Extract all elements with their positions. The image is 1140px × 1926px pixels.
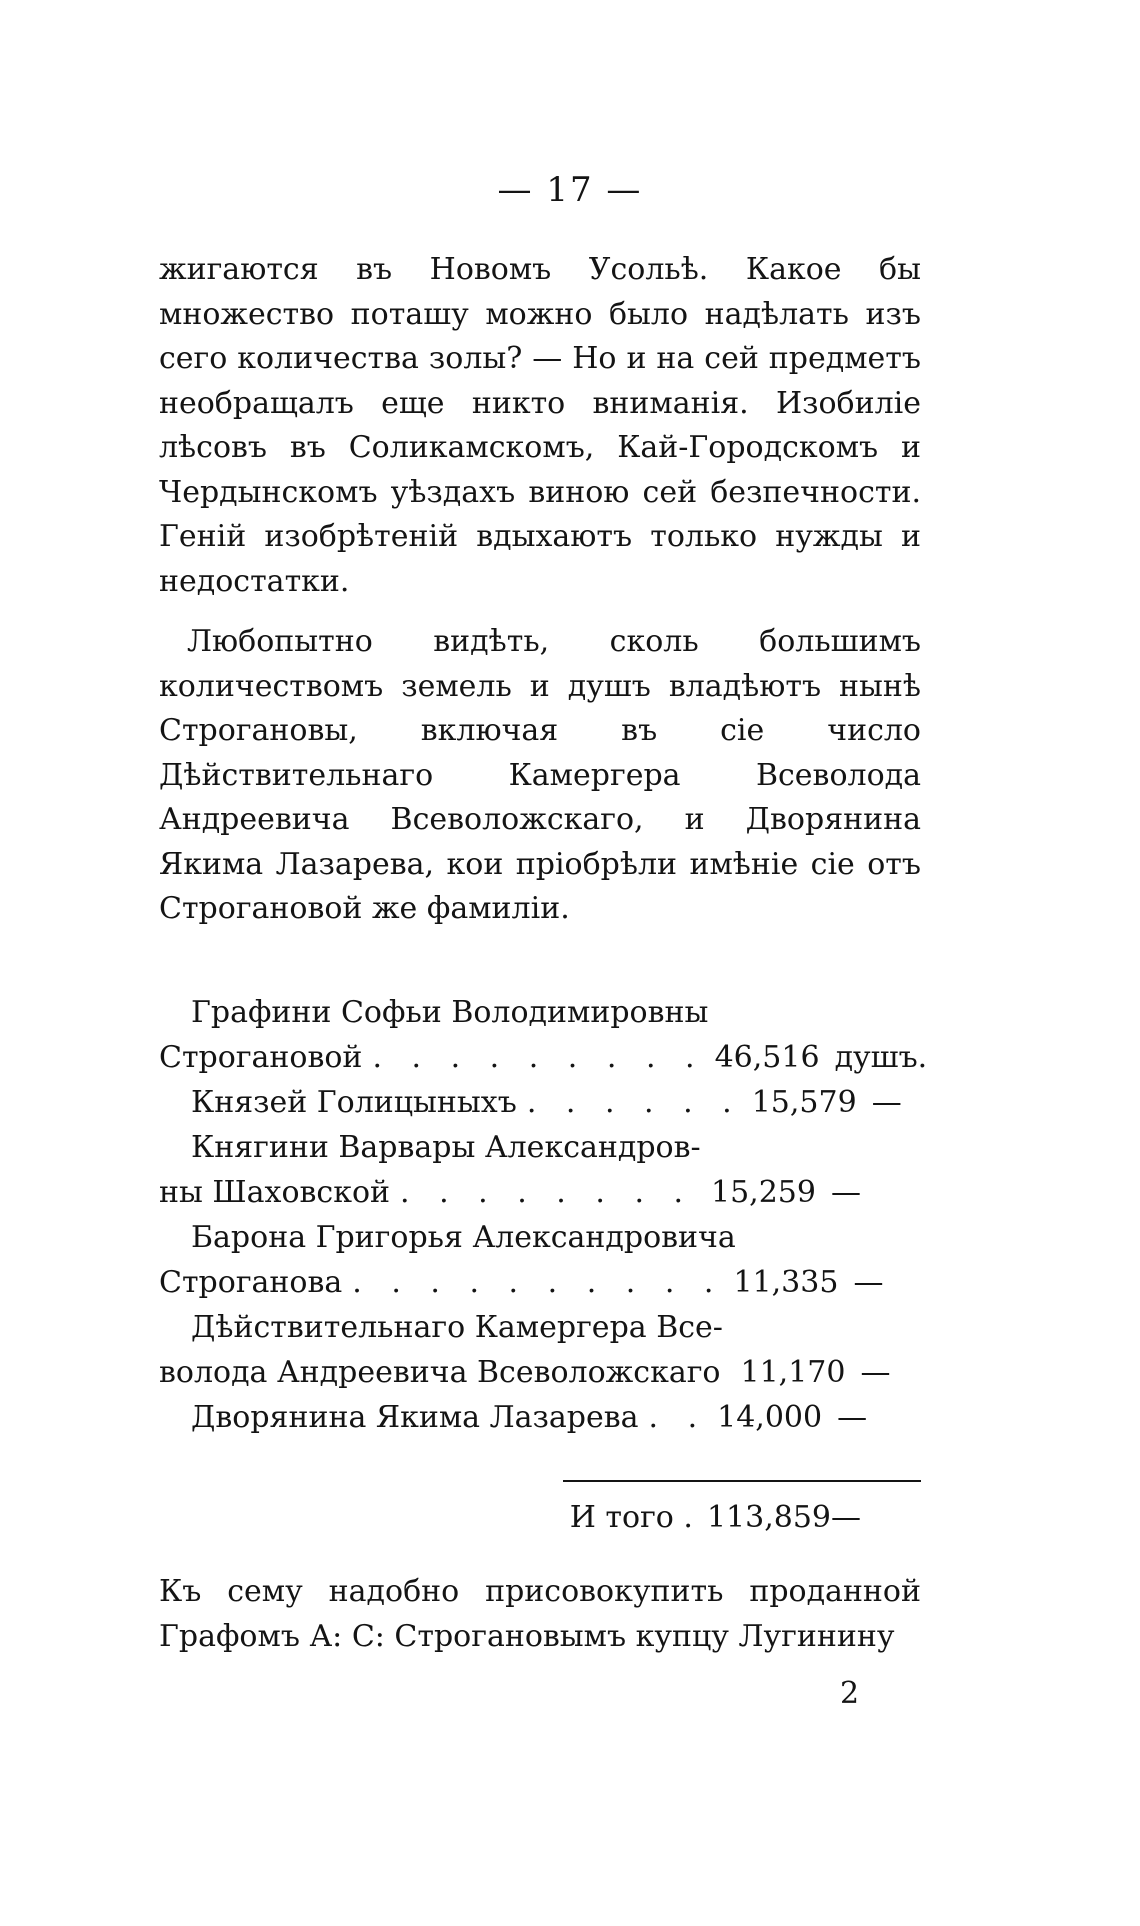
row-value: 46,516 xyxy=(714,1040,820,1075)
row-value: 11,335 xyxy=(733,1265,839,1300)
total-row xyxy=(159,1495,921,1540)
row-value: 11,170 xyxy=(740,1355,846,1390)
table-row xyxy=(159,1125,921,1170)
row-name: Строганова xyxy=(159,1265,343,1300)
table-row xyxy=(159,990,921,1035)
row-name: Княгини Варвары Александров- xyxy=(191,1130,701,1165)
row-value: 14,000 xyxy=(717,1400,823,1435)
table-row xyxy=(159,1215,921,1260)
paragraph-2-text: Любопытно видѣть, сколь большимъ количествомъ земель и душъ владѣютъ нынѣ Строгановы, включая въ сіе число Дѣйствительнаго Камергера Всеволода Андреевича Всеволожскаго, и Дворянина Якима Лазарева, кои пріобрѣли имѣніе сіе отъ Строгановой же фамиліи. xyxy=(159,624,921,926)
table-row xyxy=(159,1170,921,1215)
page-header: — 17 — xyxy=(497,170,643,210)
row-name: Строгановой xyxy=(159,1040,363,1075)
total-rule xyxy=(563,1480,921,1482)
paragraph-2 xyxy=(159,620,921,932)
table-row xyxy=(159,1350,921,1395)
signature-mark: 2 xyxy=(840,1676,860,1711)
row-unit: — xyxy=(831,1175,861,1210)
row-value: 15,579 xyxy=(751,1085,857,1120)
row-dots: . . . . . . . . . . xyxy=(352,1265,724,1300)
row-unit: — xyxy=(853,1265,884,1300)
row-name: волода Андреевича Всеволожскаго xyxy=(159,1355,721,1390)
row-dots: . . . . . . xyxy=(526,1085,742,1120)
row-name: Князей Голицыныхъ xyxy=(191,1085,517,1120)
row-unit: — xyxy=(871,1085,902,1120)
table-row xyxy=(159,1035,928,1080)
row-name: Барона Григорья Александровича xyxy=(191,1220,736,1255)
paragraph-1-text: жигаются въ Новомъ Усольѣ. Какое бы множество поташу можно было надѣлать изъ сего количества золы? — Но и на сей предметъ необращалъ еще никто вниманія. Изобиліе лѣсовъ въ Соликамскомъ, Кай-Городскомъ и Чердынскомъ уѣздахъ виною сей безпечности. Геній изобрѣтеній вдыхаютъ только нужды и недостатки. xyxy=(159,252,921,599)
row-dots: . . . . . . . . xyxy=(400,1175,694,1210)
row-value: 15,259 xyxy=(711,1175,816,1210)
row-name: Графини Софьи Володимировны xyxy=(191,995,709,1030)
row-unit: душъ. xyxy=(834,1040,928,1075)
paragraph-3 xyxy=(159,1570,921,1659)
total-unit: — xyxy=(831,1500,861,1535)
table-row xyxy=(159,1305,921,1350)
table-row xyxy=(159,1260,921,1305)
row-unit: — xyxy=(837,1400,868,1435)
total-value: 113,859 xyxy=(706,1500,831,1535)
total-label: И того . xyxy=(569,1500,693,1535)
row-unit: — xyxy=(860,1355,891,1390)
row-name: Дѣйствительнаго Камергера Все- xyxy=(191,1310,723,1345)
estates-table xyxy=(159,990,928,1440)
row-name: ны Шаховской xyxy=(159,1175,391,1210)
table-row xyxy=(159,1080,921,1125)
row-dots: . . xyxy=(648,1400,708,1435)
paragraph-3-text: Къ сему надобно присовокупить проданной Графомъ А: С: Строгановымъ купцу Лугинину xyxy=(159,1574,921,1654)
row-name: Дворянина Якима Лазарева xyxy=(191,1400,639,1435)
paragraph-1 xyxy=(159,248,921,604)
row-dots: . . . . . . . . . xyxy=(372,1040,705,1075)
table-row xyxy=(159,1395,921,1440)
